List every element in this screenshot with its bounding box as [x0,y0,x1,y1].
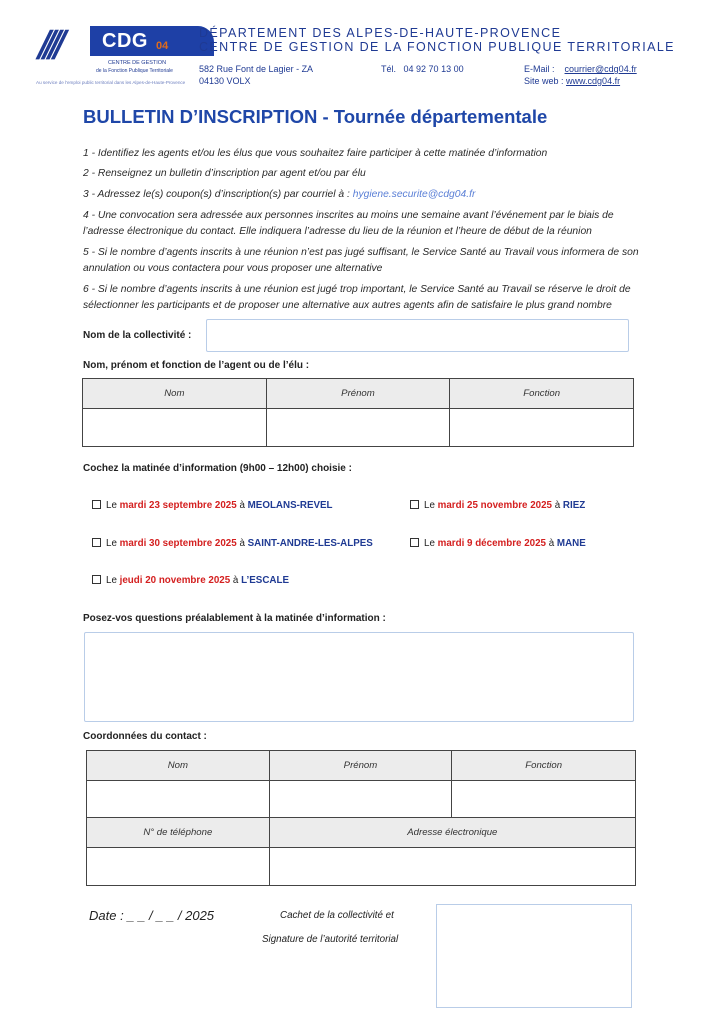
agent-header-nom: Nom [83,379,267,409]
department-name: DÉPARTEMENT DES ALPES-DE-HAUTE-PROVENCE [199,26,562,40]
website-info [524,76,620,86]
signature-stamp-box[interactable] [436,904,632,1008]
session-place: MEOLANS-REVEL [247,500,333,511]
agent-header-prenom: Prénom [266,379,450,409]
agent-nom-cell[interactable] [83,409,267,447]
session-place: L’ESCALE [241,575,289,586]
agent-table [82,378,634,447]
phone-number: 04 92 70 13 00 [403,64,464,74]
contact-prenom-cell[interactable] [269,781,452,818]
session-place: RIEZ [562,500,586,511]
session-mid: à [230,575,242,586]
session-option-5[interactable] [92,575,289,586]
questions-textarea[interactable] [84,632,634,722]
checkbox-icon[interactable] [92,575,101,584]
instruction-3-text: 3 - Adressez le(s) coupon(s) d’inscription(s) par courriel à : [83,189,353,200]
collectivite-input[interactable] [206,319,629,352]
logo-number: 04 [156,40,169,52]
phone-label: Tél. [381,64,397,74]
session-prefix: Le [106,538,120,549]
session-mid: à [236,538,248,549]
checkbox-icon[interactable] [92,500,101,509]
session-mid: à [546,538,557,549]
session-mid: à [551,500,563,511]
contact-nom-cell[interactable] [87,781,270,818]
session-date: mardi 9 décembre 2025 [437,538,546,549]
checkbox-icon[interactable] [410,538,419,547]
logo-subtitle-2: de la Fonction Publique Territoriale [96,68,173,74]
contact-section-label: Coordonnées du contact : [83,731,207,742]
address-line-2: 04130 VOLX [199,76,251,86]
contact-telephone-cell[interactable] [87,848,270,886]
email-label: E-Mail : [524,64,555,74]
date-field[interactable]: Date : _ _ / _ _ / 2025 [89,908,215,923]
agent-section-label: Nom, prénom et fonction de l’agent ou de l’élu : [83,360,310,371]
logo-tagline: Au service de l'emploi public territorial dans les Alpes-de-Haute-Provence [36,80,186,85]
session-option-3[interactable] [92,538,373,549]
instruction-3-email-link[interactable]: hygiene.securite@cdg04.fr [352,189,476,200]
session-date: mardi 23 septembre 2025 [119,500,237,511]
checkbox-icon[interactable] [92,538,101,547]
center-name: CENTRE DE GESTION DE LA FONCTION PUBLIQUE TERRITORIALE [199,40,675,54]
logo-slashes-icon: //// [34,24,63,65]
checkbox-icon[interactable] [410,500,419,509]
session-prefix: Le [424,538,438,549]
cachet-label-2: Signature de l’autorité territorial [262,934,399,945]
website-link[interactable]: www.cdg04.fr [566,76,621,86]
session-option-1[interactable] [92,500,333,511]
session-option-2[interactable] [410,500,585,511]
session-prefix: Le [106,575,120,586]
contact-header-email: Adresse électronique [269,818,635,848]
session-date: jeudi 20 novembre 2025 [119,575,231,586]
contact-table [86,750,636,818]
questions-label: Posez-vos questions préalablement à la matinée d’information : [83,613,386,624]
agent-header-fonction: Fonction [450,379,634,409]
contact-header-prenom: Prénom [269,751,452,781]
contact-table-2 [86,817,636,886]
session-label: Cochez la matinée d’information (9h00 – 12h00) choisie : [83,463,352,474]
session-date: mardi 25 novembre 2025 [437,500,552,511]
email-info [524,64,637,74]
session-prefix: Le [424,500,438,511]
contact-fonction-cell[interactable] [452,781,636,818]
collectivite-label: Nom de la collectivité : [83,330,192,341]
instruction-3 [83,187,643,203]
session-option-4[interactable] [410,538,586,549]
website-label: Site web : [524,76,564,86]
contact-email-cell[interactable] [269,848,635,886]
session-place: MANE [556,538,586,549]
agent-prenom-cell[interactable] [266,409,450,447]
session-place: SAINT-ANDRE-LES-ALPES [247,538,373,549]
cachet-label-1: Cachet de la collectivité et [280,910,394,921]
agent-fonction-cell[interactable] [450,409,634,447]
address-line-1: 582 Rue Font de Lagier - ZA [199,64,314,74]
instruction-2: 2 - Renseignez un bulletin d’inscription par agent et/ou par élu [83,168,366,179]
instruction-1: 1 - Identifiez les agents et/ou les élus que vous souhaitez faire participer à cette matinée d’information [83,148,548,159]
session-prefix: Le [106,500,120,511]
contact-header-telephone: N° de téléphone [87,818,270,848]
logo-name: CDG [102,30,148,52]
contact-header-fonction: Fonction [452,751,636,781]
contact-header-nom: Nom [87,751,270,781]
email-link[interactable]: courrier@cdg04.fr [564,64,637,74]
instruction-4: 4 - Une convocation sera adressée aux personnes inscrites au moins une semaine avant l’événement par le biais de l’adresse électronique du contact. Elle indiquera l’adresse du lieu de la réunion et l’heure de début de la réunion [83,210,614,237]
session-date: mardi 30 septembre 2025 [119,538,237,549]
page-title: BULLETIN D’INSCRIPTION - Tournée départementale [83,106,548,127]
session-mid: à [236,500,248,511]
instruction-5: 5 - Si le nombre d’agents inscrits à une réunion n’est pas jugé suffisant, le Service Santé au Travail vous informera de son annulation ou vous contactera pour vous proposer une alternative [83,247,639,274]
cdg04-logo [34,22,188,92]
phone-info [381,64,464,74]
logo-subtitle-1: CENTRE DE GESTION [108,60,167,66]
instruction-6: 6 - Si le nombre d’agents inscrits à une réunion est jugé trop important, le Service Santé au Travail se réserve le droit de sélectionner les participants et de proposer une alternative aux autres agents afin de satisfaire le plus grand nombre [83,284,631,311]
